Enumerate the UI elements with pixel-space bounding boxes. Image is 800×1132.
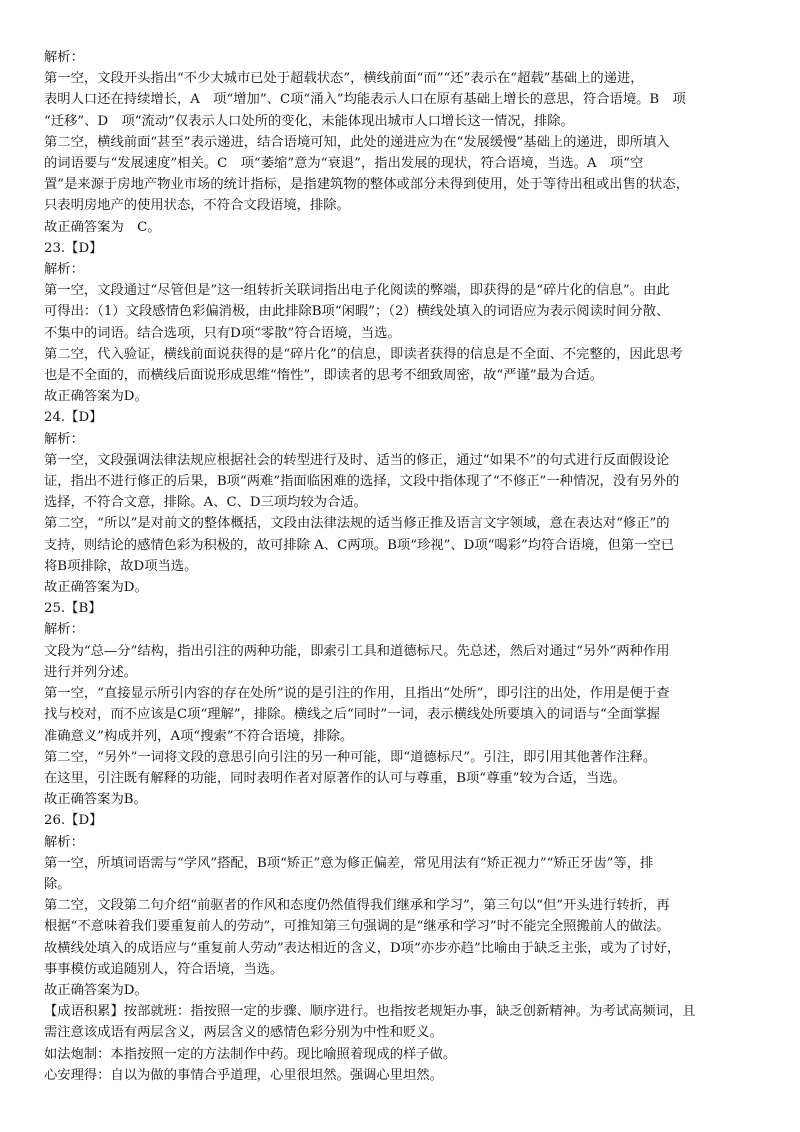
text-line: 除。: [44, 876, 71, 892]
text-line: 准确意义”构成并列，A项“搜索”不符合语境，排除。: [44, 728, 354, 744]
text-line: 的词语要与“发展速度”相关。C 项“萎缩”意为“衰退”，指出发展的现状，符合语境，当选。A 项“空: [44, 156, 644, 172]
text-line: 【成语积累】按部就班：指按照一定的步骤、顺序进行。也指按老规矩办事，缺乏创新精神。为考试高频词，且: [44, 1004, 696, 1020]
text-line: 需注意该成语有两层含义，两层含义的感情色彩分别为中性和贬义。: [44, 1025, 443, 1041]
text-line: 25.【B】: [44, 601, 102, 617]
text-line: 文段为“总—分”结构，指出引注的两种功能，即索引工具和道德标尺。先总述，然后对通过“另外”两种作用: [44, 643, 670, 659]
text-line: 第一空，所填词语需与“学风”搭配，B项“矫正”意为修正偏差，常见用法有“矫正视力”“矫正牙齿”等，排: [44, 855, 654, 871]
text-line: 第二空，“另外”一词将文段的意思引向引注的另一种可能，即“道德标尺”。引注，即引用其他著作注释。: [44, 749, 657, 765]
text-line: 解析：: [44, 431, 84, 447]
text-line: 解析：: [44, 834, 84, 850]
text-line: 第二空，文段第二句介绍“前驱者的作风和态度仍然值得我们继承和学习”，第三句以“但”开头进行转折，再: [44, 898, 670, 914]
text-line: 找与校对，而不应该是C项“理解”，排除。横线之后“同时”一词，表示横线处所要填入的词语与“全面掌握: [44, 707, 660, 723]
text-line: 解析：: [44, 622, 84, 638]
text-line: 表明人口还在持续增长，A 项“增加”、C项“涌入”均能表示人口在原有基础上增长的意思，符合语境。B 项: [44, 92, 686, 108]
text-line: 也是不全面的，而横线后面说形成思维“惰性”，即读者的思考不细致周密，故“严谨”最为合适。: [44, 368, 604, 384]
text-line: 第二空，代入验证，横线前面说获得的是“碎片化”的信息，即读者获得的信息是不全面、不完整的，因此思考: [44, 346, 683, 362]
text-line: 不集中的词语。结合选项，只有D项“零散”符合语境，当选。: [44, 325, 401, 341]
text-line: 23.【D】: [44, 240, 103, 256]
text-line: 如法炮制：本指按照一定的方法制作中药。现比喻照着现成的样子做。: [44, 1046, 457, 1062]
text-line: 故横线处填入的成语应与“重复前人劳动”表达相近的含义，D项“亦步亦趋”比喻由于缺乏主张，或为了讨好，: [44, 940, 681, 956]
text-line: 故正确答案为B。: [44, 792, 147, 808]
text-line: 第一空，文段强调法律法规应根据社会的转型进行及时、适当的修正，通过“如果不”的句式进行反面假设论: [44, 452, 670, 468]
text-line: 在这里，引注既有解释的功能，同时表明作者对原著作的认可与尊重，B项“尊重”较为合适，当选。: [44, 770, 626, 786]
text-line: 证，指出不进行修正的后果，B项“两难”指面临困难的选择，文段中指体现了“不修正”一种情况，没有另外的: [44, 474, 680, 490]
text-line: 故正确答案为D。: [44, 580, 148, 596]
text-line: 第一空，文段开头指出“不少大城市已处于超载状态”，横线前面“而”“还”表示在“超载”基础上的递进，: [44, 71, 644, 87]
text-line: 置”是来源于房地产物业市场的统计指标，是指建筑物的整体或部分未得到使用，处于等待出租或出售的状态，: [44, 177, 690, 193]
text-line: 第一空，“直接显示所引内容的存在处所”说的是引注的作用，且指出“处所”，即引注的出处，作用是便于查: [44, 686, 670, 702]
text-line: 将B项排除，故D项当选。: [44, 558, 198, 574]
text-line: 故正确答案为D。: [44, 389, 148, 405]
answer-explanation-page: [44, 47, 770, 1086]
text-line: 第二空，横线前面“甚至”表示递进，结合语境可知，此处的递进应为在“发展缓慢”基础上的递进，即所填入: [44, 134, 670, 150]
text-line: 可得出：（1）文段感情色彩偏消极，由此排除B项“闲暇”；（2）横线处填入的词语应为表示阅读时间分散、: [44, 304, 670, 320]
text-line: 26.【D】: [44, 813, 103, 829]
text-line: 故正确答案为 C。: [44, 219, 161, 235]
text-line: 24.【D】: [44, 410, 103, 426]
text-line: 选择，不符合文意，排除。A、C、D三项均较为合适。: [44, 495, 367, 511]
text-line: 解析：: [44, 50, 84, 65]
text-line: 第二空，“所以”是对前文的整体概括，文段由法律法规的适当修正推及语言文字领域，意在表达对“修正”的: [44, 516, 670, 532]
text-line: “迁移”、D 项“流动”仅表示人口处所的变化，未能体现出城市人口增长这一情况，排除。: [44, 113, 574, 129]
text-line: 只表明房地产的使用状态，不符合文段语境，排除。: [44, 198, 350, 214]
text-line: 心安理得：自以为做的事情合乎道理，心里很坦然。强调心里坦然。: [44, 1067, 443, 1083]
text-line: 故正确答案为D。: [44, 982, 148, 998]
text-line: 进行并列分述。: [44, 664, 138, 680]
text-line: 第一空，文段通过“尽管但是”这一组转折关联词指出电子化阅读的弊端，即获得的是“碎片化的信息”。由此: [44, 283, 670, 299]
text-line: 事事模仿或追随别人，符合语境，当选。: [44, 961, 284, 977]
text-line: 解析：: [44, 262, 84, 278]
text-line: 根据“不意味着我们要重复前人的劳动”，可推知第三句强调的是“继承和学习”时不能完全照搬前人的做法。: [44, 919, 670, 935]
text-line: 支持，则结论的感情色彩为积极的，故可排除 A、C两项。B项“珍视”、D项“喝彩”均符合语境，但第一空已: [44, 537, 675, 553]
